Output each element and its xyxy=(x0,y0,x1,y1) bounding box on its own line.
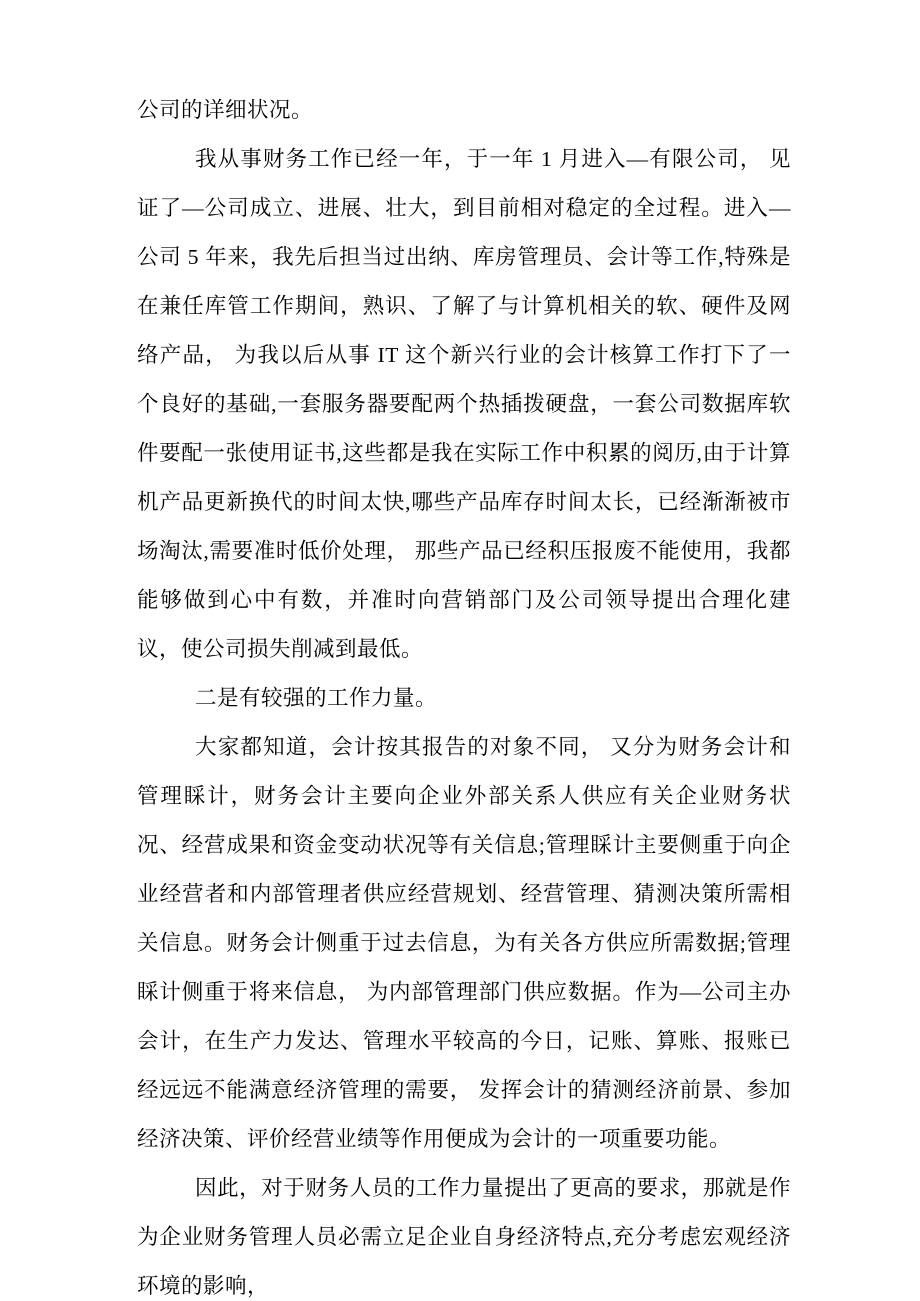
paragraph: 二是有较强的工作力量。 xyxy=(195,686,438,710)
paragraph: 因此，对于财务人员的工作力量提出了更高的要求，那就是作为企业财务管理人员必需立足企业自身经济特点,充分考虑宏观经济环境的影响， xyxy=(137,1176,791,1298)
document-body xyxy=(137,86,791,1301)
paragraph: 大家都知道，会计按其报告的对象不同， 又分为财务会计和管理睬计，财务会计主要向企业外部关系人供应有关企业财务状况、经营成果和资金变动状况等有关信息;管理睬计主要侧重于向企业经营者和内部管理者供应经营规划、经营管理、猜测决策所需相关信息。财务会计侧重于过去信息，为有关各方供应所需数据;管理睬计侧重于将来信息， 为内部管理部门供应数据。作为—公司主办会计，在生产力发达、管理水平较高的今日，记账、算账、报账已经远远不能满意经济管理的需要， 发挥会计的猜测经济前景、参加经济决策、评价经营业绩等作用便成为会计的一项重要功能。 xyxy=(137,735,791,1151)
paragraph: 公司的详细状况。 xyxy=(137,98,314,122)
paragraph: 我从事财务工作已经一年，于一年 1 月进入—有限公司， 见证了—公司成立、进展、壮大，到目前相对稳定的全过程。进入—公司 5 年来，我先后担当过出纳、库房管理员、会计等工作,特殊是在兼任库管工作期间，熟识、了解了与计算机相关的软、硬件及网络产品， 为我以后从事 IT 这个新兴行业的会计核算工作打下了一个良好的基础,一套服务器要配两个热插拨硬盘，一套公司数据库软件要配一张使用证书,这些都是我在实际工作中积累的阅历,由于计算机产品更新换代的时间太快,哪些产品库存时间太长，已经渐渐被市场淘汰,需要准时低价处理， 那些产品已经积压报废不能使用，我都能够做到心中有数，并准时向营销部门及公司领导提出合理化建议，使公司损失削减到最低。 xyxy=(137,147,791,661)
